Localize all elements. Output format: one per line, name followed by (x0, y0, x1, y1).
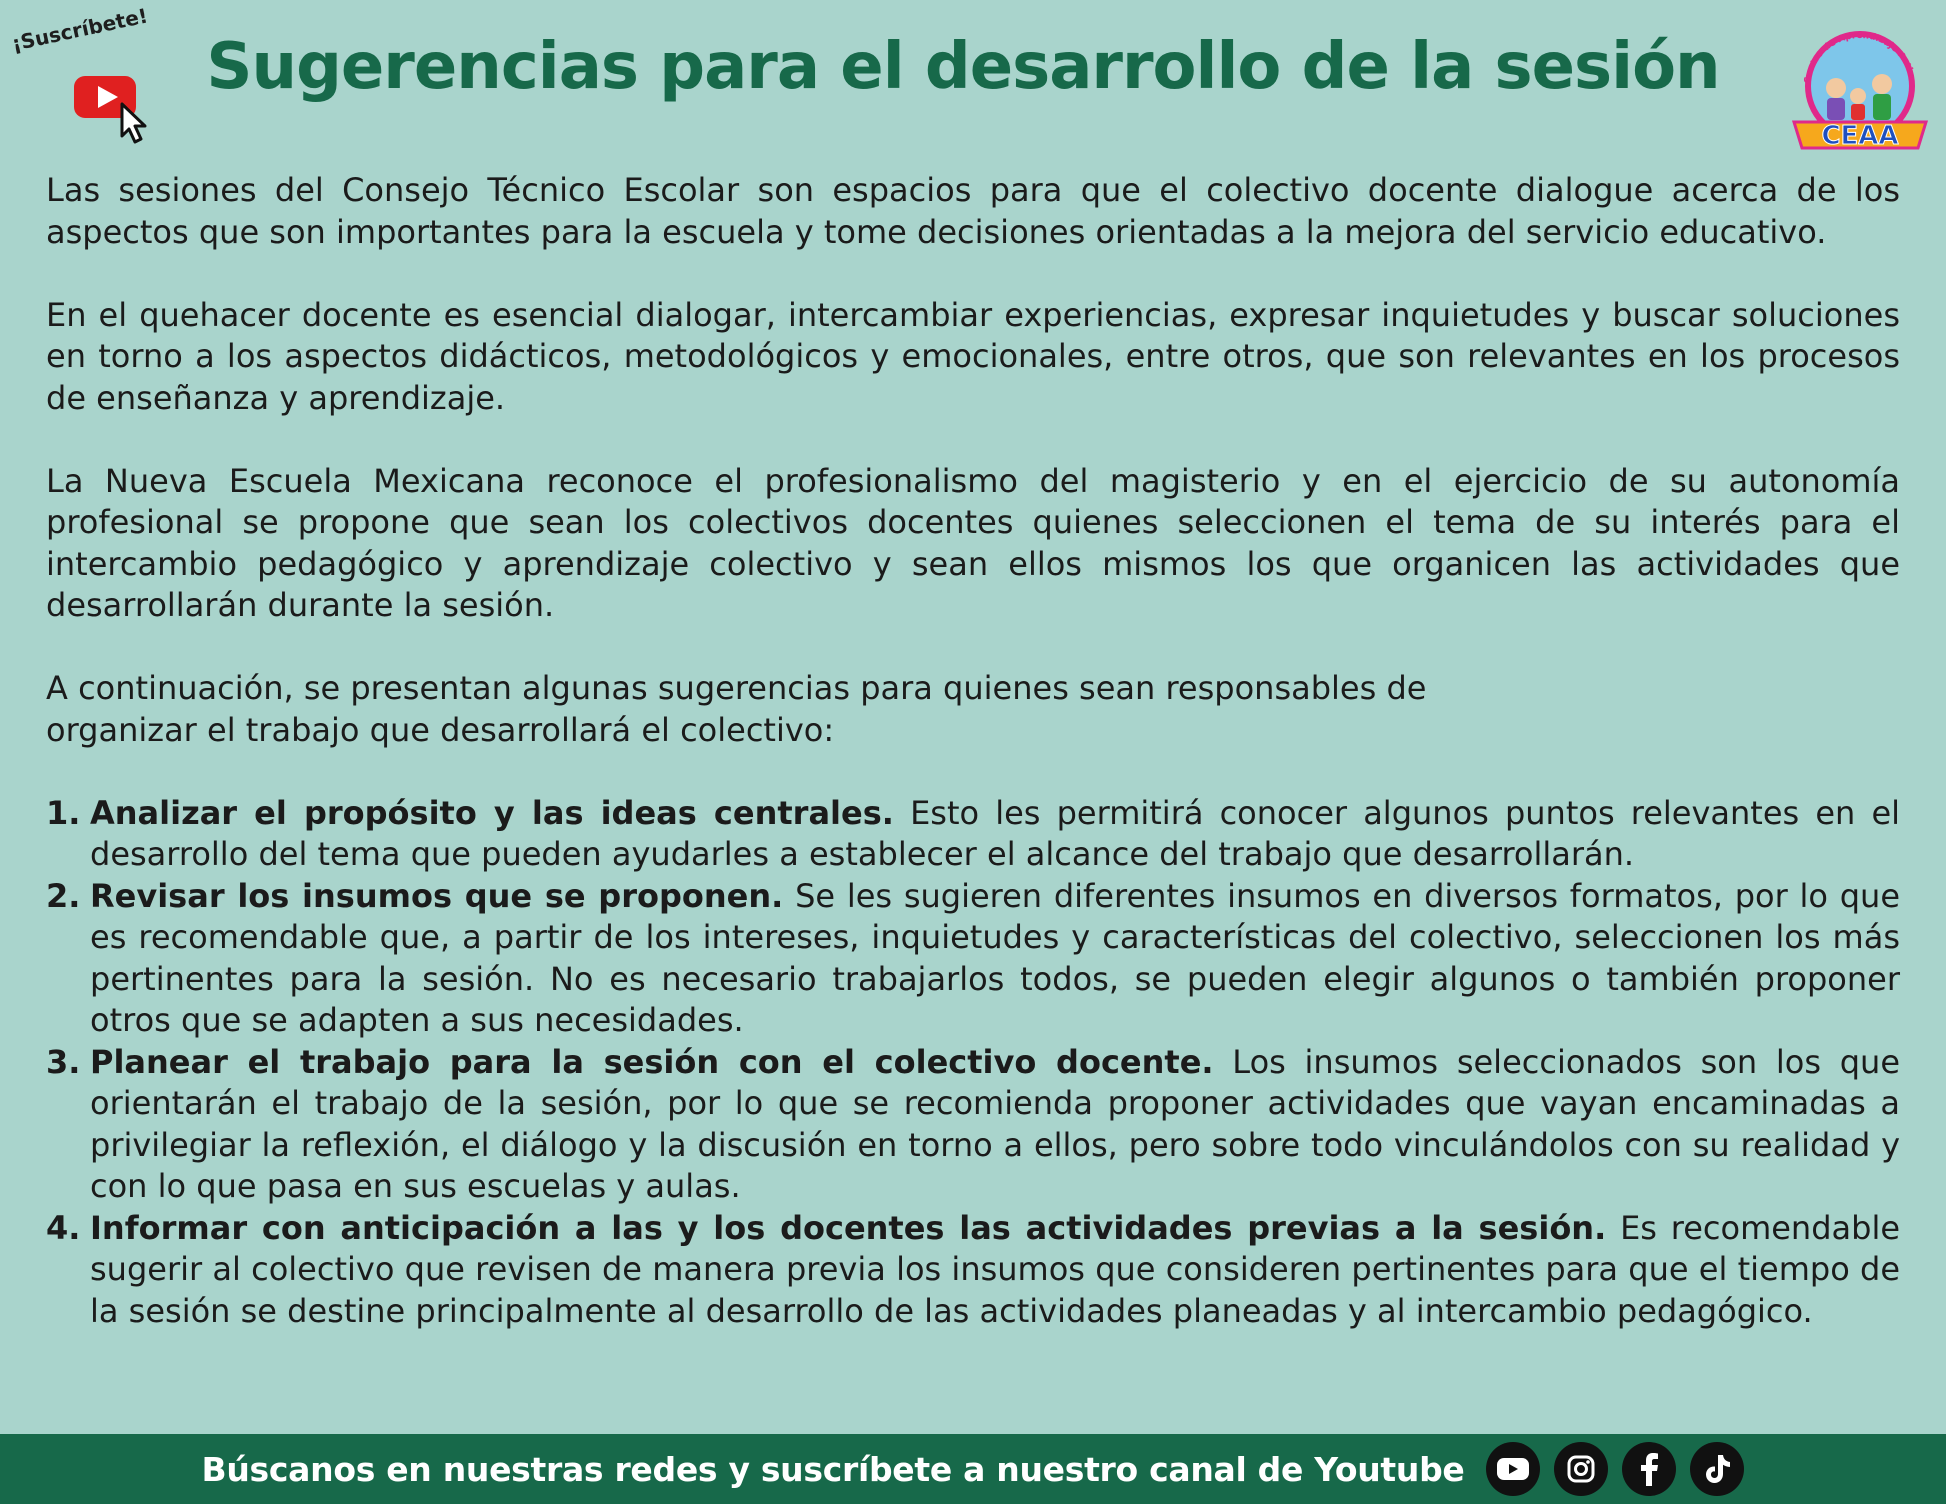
youtube-icon[interactable] (1486, 1442, 1540, 1496)
item-number: 2. (46, 876, 81, 915)
item-number: 4. (46, 1208, 81, 1247)
logo-text: CEAA (1821, 121, 1899, 151)
footer-bar (0, 1434, 1946, 1504)
item-text: Los insumos seleccionados son los que orientarán el trabajo de la sesión, por lo que se recomienda proponer actividades que vayan encaminadas a privilegiar la reflexión, el diálogo y la discusión en torno a ellos, pero sobre todo vinculándolos con su realidad y con lo que pasa en sus escuelas y aulas. (90, 1042, 1901, 1205)
paragraph: La Nueva Escuela Mexicana reconoce el profesionalismo del magisterio y en el ejercicio de su autonomía profesional se propone que sean los colectivos docentes quienes seleccionen el tema de su interés para el intercambio pedagógico y aprendizaje colectivo y sean ellos mismos los que organicen las actividades que desarrollarán durante la sesión. (46, 461, 1900, 624)
page-title: Sugerencias para el desarrollo de la sesión (206, 30, 1720, 104)
subscribe-badge[interactable] (9, 3, 170, 132)
tiktok-icon[interactable] (1690, 1442, 1744, 1496)
list-item (46, 1208, 1900, 1333)
paragraph: En el quehacer docente es esencial dialogar, intercambiar experiencias, expresar inquietudes y buscar soluciones en torno a los aspectos didácticos, metodológicos y emocionales, entre otros, que son relevantes en los procesos de enseñanza y aprendizaje. (46, 295, 1900, 417)
item-heading: Revisar los insumos que se proponen. (90, 876, 784, 915)
list-item (46, 1042, 1900, 1208)
subscribe-label: ¡Suscríbete! (9, 3, 150, 56)
list-item (46, 876, 1900, 1042)
youtube-cursor-icon (62, 70, 172, 150)
logo-arc-text: Centro de Aprendizaje Activo (1803, 30, 1917, 85)
item-heading: Informar con anticipación a las y los docentes las actividades previas a la sesión. (90, 1208, 1607, 1247)
item-number: 3. (46, 1042, 81, 1081)
ceaa-logo (1788, 26, 1932, 154)
item-number: 1. (46, 793, 81, 832)
item-text: Es recomendable sugerir al colectivo que revisen de manera previa los insumos que consideren pertinentes para que el tiempo de la sesión se destine principalmente al desarrollo de las actividades planeadas y al intercambio pedagógico. (90, 1208, 1901, 1330)
list-item (46, 793, 1900, 876)
main-content (46, 170, 1900, 1332)
instagram-icon[interactable] (1554, 1442, 1608, 1496)
suggestions-list (46, 793, 1900, 1333)
facebook-icon[interactable] (1622, 1442, 1676, 1496)
paragraph: Las sesiones del Consejo Técnico Escolar son espacios para que el colectivo docente dialogue acerca de los aspectos que son importantes para la escuela y tome decisiones orientadas a la mejora del servicio educativo. (46, 171, 1900, 251)
item-heading: Analizar el propósito y las ideas centrales. (90, 793, 894, 832)
intro-paragraph (46, 668, 1900, 751)
footer-text: Búscanos en nuestras redes y suscríbete a nuestro canal de Youtube (201, 1449, 1465, 1489)
item-text: Esto les permitirá conocer algunos puntos relevantes en el desarrollo del tema que pueden ayudarles a establecer el alcance del trabajo que desarrollarán. (90, 793, 1901, 873)
item-heading: Planear el trabajo para la sesión con el colectivo docente. (90, 1042, 1214, 1081)
intro-line: organizar el trabajo que desarrollará el colectivo: (46, 710, 835, 749)
intro-line: A continuación, se presentan algunas sugerencias para quienes sean responsables de (46, 669, 1427, 707)
item-text: Se les sugieren diferentes insumos en diversos formatos, por lo que es recomendable que, a partir de los intereses, inquietudes y características del colectivo, seleccionen los más pertinentes para la sesión. No es necesario trabajarlos todos, se pueden elegir algunos o también proponer otros que se adapten a sus necesidades. (90, 876, 1901, 1039)
